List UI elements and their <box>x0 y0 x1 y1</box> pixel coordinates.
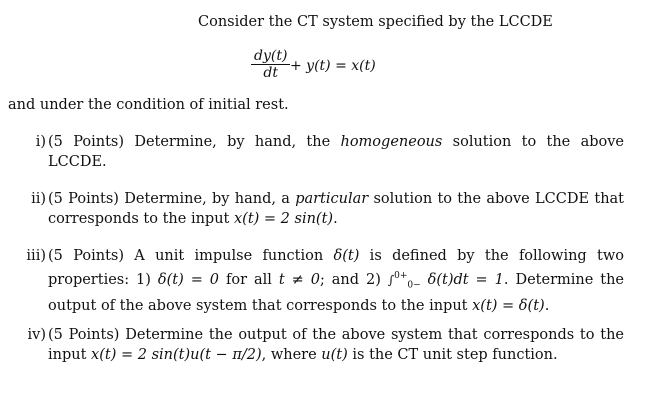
question-i-label: i) <box>35 134 46 150</box>
question-iv <box>24 325 624 365</box>
derivative-fraction <box>251 48 290 82</box>
question-ii <box>24 189 624 229</box>
question-ii-label: ii) <box>31 191 46 207</box>
fraction-denominator: dt <box>263 65 278 81</box>
question-iv-body: (5 Points) Determine the output of the above system that corresponds to the input x(t) = 2 sin(t)u(t − π/2), where u(t) is the CT unit step function. <box>48 327 624 363</box>
question-iii <box>24 246 624 316</box>
intro-text: Consider the CT system specified by the LCCDE <box>198 14 553 30</box>
question-i <box>24 132 624 172</box>
question-iv-label: iv) <box>27 327 46 343</box>
question-ii-body: (5 Points) Determine, by hand, a particular solution to the above LCCDE that corresponds to the input x(t) = 2 sin(t). <box>48 191 624 227</box>
integral-lower-limit: 0− <box>407 280 421 291</box>
fraction-numerator: dy(t) <box>251 48 290 65</box>
emphasis-homogeneous: homogeneous <box>340 134 443 150</box>
integral-sign: ∫ <box>387 272 395 287</box>
emphasis-particular: particular <box>295 191 369 207</box>
equation-rest: + y(t) = x(t) <box>290 58 376 74</box>
initial-rest-condition: and under the condition of initial rest. <box>8 97 289 113</box>
question-i-body: (5 Points) Determine, by hand, the homogeneous solution to the above LCCDE. <box>48 134 625 170</box>
question-iii-label: iii) <box>26 248 46 264</box>
question-iii-body: (5 Points) A unit impulse function δ(t) is defined by the following two properties: 1) δ(t) = 0 for all t ≠ 0; and 2) ∫$^{0+}_{0-}$ δ(t)dt = 1. Determine the output of the above system that corresponds to the input x(t) = δ(t). <box>48 248 624 314</box>
integral-upper-limit: 0+ <box>394 271 408 281</box>
math-input-sine: x(t) = 2 sin(t) <box>233 211 334 227</box>
